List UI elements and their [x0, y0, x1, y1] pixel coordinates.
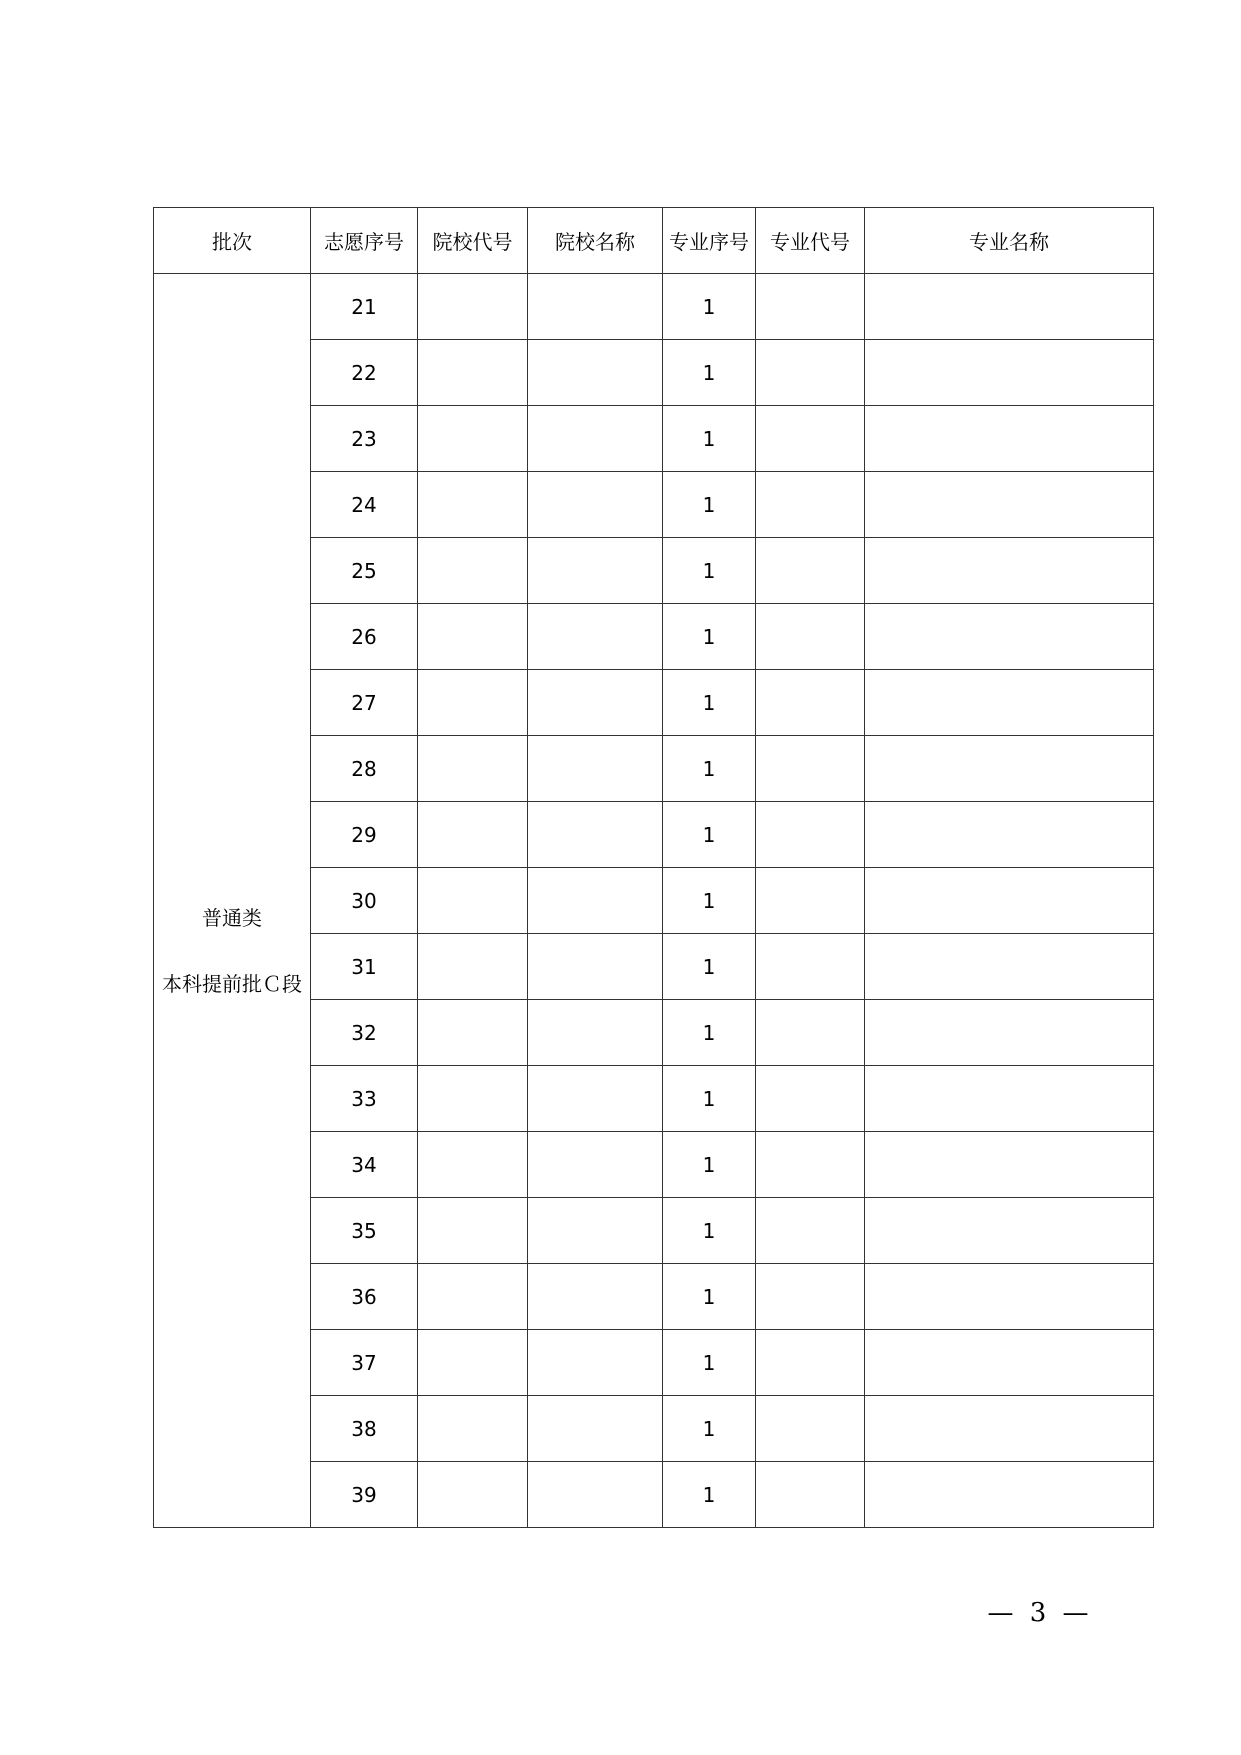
major-name-cell[interactable]	[865, 604, 1154, 670]
header-school-code: 院校代号	[418, 208, 528, 274]
major-seq-cell: 1	[663, 604, 756, 670]
volunteer-seq-cell: 36	[311, 1264, 418, 1330]
major-seq-cell: 1	[663, 340, 756, 406]
major-seq-cell: 1	[663, 1462, 756, 1528]
major-seq-cell: 1	[663, 802, 756, 868]
school-name-cell[interactable]	[528, 736, 663, 802]
volunteer-seq-cell: 24	[311, 472, 418, 538]
school-code-cell[interactable]	[418, 274, 528, 340]
major-name-cell[interactable]	[865, 736, 1154, 802]
major-name-cell[interactable]	[865, 1066, 1154, 1132]
school-code-cell[interactable]	[418, 934, 528, 1000]
major-code-cell[interactable]	[756, 538, 865, 604]
school-code-cell[interactable]	[418, 1198, 528, 1264]
school-name-cell[interactable]	[528, 1198, 663, 1264]
major-name-cell[interactable]	[865, 274, 1154, 340]
volunteer-seq-cell: 25	[311, 538, 418, 604]
page-number: — 3 —	[987, 1598, 1093, 1628]
volunteer-seq-cell: 27	[311, 670, 418, 736]
volunteer-seq-cell: 29	[311, 802, 418, 868]
major-name-cell[interactable]	[865, 472, 1154, 538]
table-row	[154, 274, 1154, 340]
major-code-cell[interactable]	[756, 1066, 865, 1132]
major-name-cell[interactable]	[865, 868, 1154, 934]
major-name-cell[interactable]	[865, 1198, 1154, 1264]
major-seq-cell: 1	[663, 406, 756, 472]
major-name-cell[interactable]	[865, 1000, 1154, 1066]
school-name-cell[interactable]	[528, 1396, 663, 1462]
school-name-cell[interactable]	[528, 1462, 663, 1528]
school-name-cell[interactable]	[528, 1066, 663, 1132]
header-school-name: 院校名称	[528, 208, 663, 274]
major-seq-cell: 1	[663, 1132, 756, 1198]
volunteer-seq-cell: 38	[311, 1396, 418, 1462]
major-seq-cell: 1	[663, 670, 756, 736]
major-name-cell[interactable]	[865, 538, 1154, 604]
major-seq-cell: 1	[663, 1066, 756, 1132]
school-code-cell[interactable]	[418, 868, 528, 934]
major-code-cell[interactable]	[756, 802, 865, 868]
header-major-seq: 专业序号	[663, 208, 756, 274]
school-name-cell[interactable]	[528, 934, 663, 1000]
major-code-cell[interactable]	[756, 868, 865, 934]
table-body	[154, 274, 1154, 1528]
major-code-cell[interactable]	[756, 670, 865, 736]
major-code-cell[interactable]	[756, 1198, 865, 1264]
school-name-cell[interactable]	[528, 472, 663, 538]
batch-line-1: 普通类	[202, 905, 262, 930]
school-name-cell[interactable]	[528, 802, 663, 868]
volunteer-seq-cell: 23	[311, 406, 418, 472]
volunteer-seq-cell: 34	[311, 1132, 418, 1198]
school-code-cell[interactable]	[418, 1396, 528, 1462]
major-seq-cell: 1	[663, 1000, 756, 1066]
header-batch: 批次	[154, 208, 311, 274]
volunteer-seq-cell: 31	[311, 934, 418, 1000]
major-code-cell[interactable]	[756, 1396, 865, 1462]
major-name-cell[interactable]	[865, 670, 1154, 736]
major-name-cell[interactable]	[865, 1132, 1154, 1198]
header-major-name: 专业名称	[865, 208, 1154, 274]
school-code-cell[interactable]	[418, 340, 528, 406]
volunteer-seq-cell: 21	[311, 274, 418, 340]
volunteer-seq-cell: 28	[311, 736, 418, 802]
major-code-cell[interactable]	[756, 604, 865, 670]
major-name-cell[interactable]	[865, 1396, 1154, 1462]
school-name-cell[interactable]	[528, 340, 663, 406]
major-name-cell[interactable]	[865, 802, 1154, 868]
major-code-cell[interactable]	[756, 1462, 865, 1528]
major-code-cell[interactable]	[756, 1000, 865, 1066]
school-code-cell[interactable]	[418, 604, 528, 670]
major-seq-cell: 1	[663, 934, 756, 1000]
major-seq-cell: 1	[663, 274, 756, 340]
major-seq-cell: 1	[663, 538, 756, 604]
volunteer-seq-cell: 37	[311, 1330, 418, 1396]
major-code-cell[interactable]	[756, 736, 865, 802]
header-major-code: 专业代号	[756, 208, 865, 274]
major-code-cell[interactable]	[756, 274, 865, 340]
major-code-cell[interactable]	[756, 1330, 865, 1396]
volunteer-seq-cell: 30	[311, 868, 418, 934]
school-name-cell[interactable]	[528, 1330, 663, 1396]
batch-cell	[154, 274, 311, 1528]
school-name-cell[interactable]	[528, 1132, 663, 1198]
school-code-cell[interactable]	[418, 670, 528, 736]
major-code-cell[interactable]	[756, 1132, 865, 1198]
school-code-cell[interactable]	[418, 736, 528, 802]
school-code-cell[interactable]	[418, 1000, 528, 1066]
volunteer-seq-cell: 39	[311, 1462, 418, 1528]
school-name-cell[interactable]	[528, 406, 663, 472]
major-seq-cell: 1	[663, 1264, 756, 1330]
major-code-cell[interactable]	[756, 406, 865, 472]
school-code-cell[interactable]	[418, 472, 528, 538]
school-name-cell[interactable]	[528, 1264, 663, 1330]
school-code-cell[interactable]	[418, 1264, 528, 1330]
school-name-cell[interactable]	[528, 538, 663, 604]
school-code-cell[interactable]	[418, 1330, 528, 1396]
school-code-cell[interactable]	[418, 1132, 528, 1198]
volunteer-seq-cell: 22	[311, 340, 418, 406]
school-name-cell[interactable]	[528, 670, 663, 736]
major-seq-cell: 1	[663, 472, 756, 538]
volunteer-form-table	[153, 207, 1154, 1528]
header-row	[154, 208, 1154, 274]
major-seq-cell: 1	[663, 1198, 756, 1264]
school-code-cell[interactable]	[418, 406, 528, 472]
school-name-cell[interactable]	[528, 604, 663, 670]
volunteer-seq-cell: 35	[311, 1198, 418, 1264]
major-seq-cell: 1	[663, 1396, 756, 1462]
major-name-cell[interactable]	[865, 406, 1154, 472]
major-name-cell[interactable]	[865, 934, 1154, 1000]
major-name-cell[interactable]	[865, 340, 1154, 406]
school-code-cell[interactable]	[418, 802, 528, 868]
school-code-cell[interactable]	[418, 1462, 528, 1528]
major-seq-cell: 1	[663, 736, 756, 802]
major-code-cell[interactable]	[756, 1264, 865, 1330]
batch-line-2: 本科提前批Ｃ段	[162, 971, 302, 996]
school-code-cell[interactable]	[418, 1066, 528, 1132]
header-volunteer-seq: 志愿序号	[311, 208, 418, 274]
volunteer-seq-cell: 32	[311, 1000, 418, 1066]
major-name-cell[interactable]	[865, 1462, 1154, 1528]
major-code-cell[interactable]	[756, 340, 865, 406]
major-seq-cell: 1	[663, 1330, 756, 1396]
school-name-cell[interactable]	[528, 1000, 663, 1066]
school-name-cell[interactable]	[528, 274, 663, 340]
major-code-cell[interactable]	[756, 472, 865, 538]
major-name-cell[interactable]	[865, 1264, 1154, 1330]
major-seq-cell: 1	[663, 868, 756, 934]
major-name-cell[interactable]	[865, 1330, 1154, 1396]
volunteer-seq-cell: 26	[311, 604, 418, 670]
school-name-cell[interactable]	[528, 868, 663, 934]
school-code-cell[interactable]	[418, 538, 528, 604]
volunteer-seq-cell: 33	[311, 1066, 418, 1132]
major-code-cell[interactable]	[756, 934, 865, 1000]
